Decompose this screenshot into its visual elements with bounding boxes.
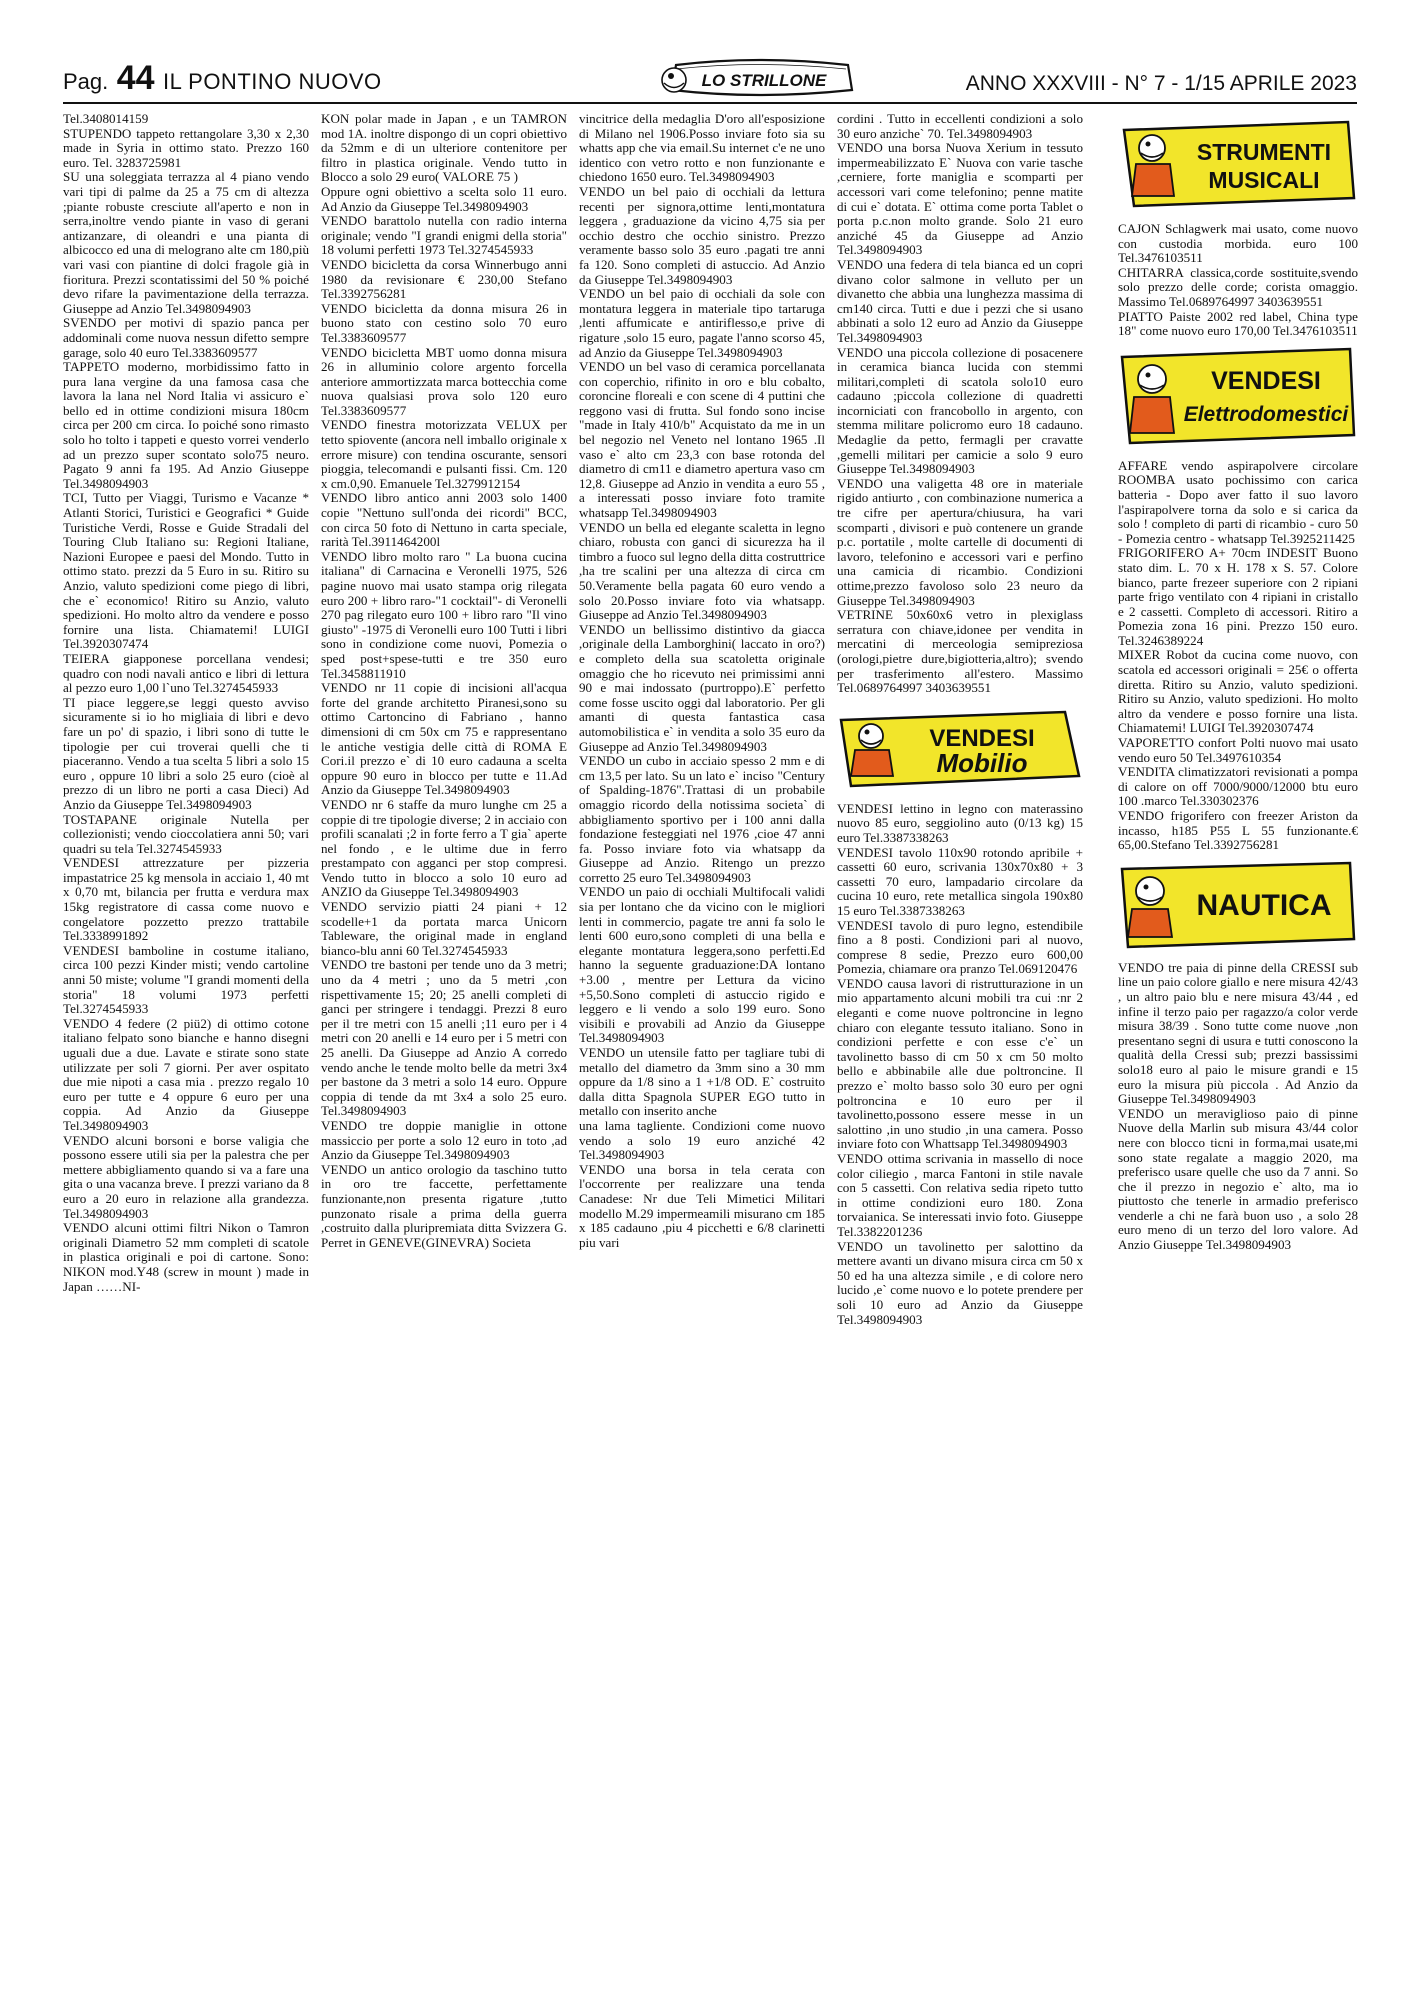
ad-text: VENDO un bellissimo distintivo da giacca ,originale della Lamborghini( laccato in oro?) e completo della sua scatoletta originale omaggio che ho ricevuto nei primissimi anni 90 e mai indossato (purtroppo).E` perfetto come fosse uscito oggi dal laboratorio. Per gli amanti di questa fantastica casa automobilistica e` in vendita a solo 35 euro da Giuseppe ad Anzio Tel.3498094903 <box>579 621 825 754</box>
ad-text: SU una soleggiata terrazza al 4 piano vendo vari tipi di palme da 25 a 75 cm di altezza ;piante robuste cresciute all'aperto e non in serra,inoltre vendo piante in vaso di gerani antizanzare, di oleandri e una pianta di albicocco ed una di melograno alte cm 180,più vari vasi con piantine di dolci fragole già in fioritura. Prezzi scontatissimi del 50 % poiché devo rifare la pavimentazione della terrazza. Giuseppe ad Anzio Tel.3498094903 <box>63 169 309 316</box>
ad-text: VENDO un utensile fatto per tagliare tubi di metallo del diametro da 3mm sino a 30 mm oppure da 1/8 sino a 1 +1/8 OD. E` costruito dalla ditta Spagnola SUPER EGO tutto in metallo con inserito anche <box>579 1045 825 1119</box>
mobilio-title-line2: Mobilio <box>936 747 1028 778</box>
ad-text: VENDESI attrezzature per pizzeria impastatrice 25 kg mensola in acciaio 1, 40 mt x 0,70 mt, bilancia per frutta e verdura max 15kg registratore di cassa come nuovo e congelatore pozzetto prezzo trattabile Tel.3338991892 <box>63 855 309 944</box>
strumenti-title-line1: STRUMENTI <box>1196 139 1332 165</box>
column-1 <box>63 112 309 1987</box>
ad-text: TEIERA giapponese porcellana vendesi; quadro con nodi navali antico e libri di lettura al pezzo euro 1,00 l`uno Tel.3274545933 <box>63 650 309 696</box>
ad-text: VENDO bicicletta da corsa Winnerbugo anni 1980 da revisionare € 230,00 Stefano Tel.3392756281 <box>321 256 567 302</box>
vendesi-elettrodomestici-banner <box>1118 345 1358 449</box>
ad-text: VENDO barattolo nutella con radio interna originale; vendo "I grandi enigmi della storia" 18 volumi perfetti 1973 Tel.3274545933 <box>321 213 567 258</box>
ad-text: VENDO servizio piatti 24 piani + 12 scodelle+1 da portata marca Unicorn Tableware, the original made in england bianco-blu anni 60 Tel.3274545933 <box>321 899 567 958</box>
elettro-title-line1: VENDESI <box>1211 366 1321 395</box>
ad-text: VENDITA climatizzatori revisionati a pompa di calore on off 7000/9000/12000 btu euro 100 .marco Tel.330302376 <box>1118 764 1358 809</box>
column-5 <box>1118 112 1358 1987</box>
mobilio-title-line1: VENDESI <box>929 724 1035 752</box>
ad-text: MIXER Robot da cucina come nuovo, con scatola ed accessori originali = 25€ o offerta diretta. Ritiro su Anzio, valuto spedizioni. Ritiro su Anzio, valuto spedizioni. Ho molto altro da vendere e posso fornire una lista. Chiamatemi! LUIGI Tel.3920307474 <box>1118 647 1358 736</box>
column-4 <box>837 112 1083 1987</box>
ad-text: VENDO una borsa Nuova Xerium in tessuto impermeabilizzato E` Nuova con varie tasche ,cerniere, forte maniglia e scomparti per accessori vari come telefonino; penne matite di cui e` dotata. E` ottima come porta Tablet o porta p.c.non molto grande. Solo 21 euro anziché 45 da Giuseppe ad Anzio Tel.3498094903 <box>837 140 1083 258</box>
ad-text: CHITARRA classica,corde sostituite,svendo solo prezzo delle corde; corista omaggio. Massimo Tel.0689764997 3403639551 <box>1118 264 1358 309</box>
page-number: 44 <box>116 59 155 97</box>
ad-text: VENDO una borsa in tela cerata con l'occorrente per realizzare una tenda Canadese: Nr due Teli Mimetici Militari modello M.29 impermeamili misurano cm 185 x 185 cadauno ,piu 4 picchetti e 6/8 clarinetti piu vari <box>579 1161 825 1250</box>
column-3 <box>579 112 825 1987</box>
ad-text: VAPORETTO confort Polti nuovo mai usato vendo euro 50 Tel.3497610354 <box>1118 735 1358 765</box>
ad-text: STUPENDO tappeto rettangolare 3,30 x 2,30 made in Syria in ottimo stato. Prezzo 160 euro. Tel. 3283725981 <box>63 125 309 170</box>
ad-text: VENDO una piccola collezione di posacenere in ceramica bianca lucida con stemmi militari,completi di scatola solo10 euro cadauno ;piccola collezione di quadretti incorniciati con francobollo in argento, con stemma militare policromo euro 18 cadauno. Medaglie da petto, fermagli per cravatte ,gemelli militari per camicie a solo 9 euro Giuseppe Tel.3498094903 <box>837 344 1083 477</box>
ad-text: VENDO nr 11 copie di incisioni all'acqua forte del grande architetto Piranesi,sono su ottimo Cartoncino di Fabriano , hanno dimensioni di cm 50x cm 75 e rappresentano le antiche vestigia delle città di ROMA E Cori.il prezzo e` di 10 euro cadauna a scelta oppure 90 euro in blocco per tutte e 11.Ad Anzio da Giuseppe Tel.3498094903 <box>321 680 567 798</box>
ad-text: TI piace leggere,se leggi questo avviso sicuramente si io ho migliaia di libri e devo fare un po' di spazio, i libri sono di tutte le tipologie per cui troverai quelli che ti piaceranno. Vendo a tua scelta 5 libri a solo 15 euro , oppure 10 libri a solo 25 euro (cioè al prezzo di un libro ne porti a casa Dieci) Ad Anzio da Giuseppe Tel.3498094903 <box>63 694 309 812</box>
ad-text: VENDO un bel paio di occhiali da sole con montatura leggera in materiale tipo tartaruga ,lenti affumicate e antiriflesso,e prive di rigature ,solo 15 euro, pagate l'anno scorso 45, ad Anzio da Giuseppe Tel.3498094903 <box>579 286 825 360</box>
ad-text: VENDO bicicletta MBT uomo donna misura 26 in alluminio colore argento forcella anteriore ammortizzata marca bottecchia come nuova qualsiasi prova solo 120 euro Tel.3383609577 <box>321 344 567 418</box>
ad-text: vincitrice della medaglia D'oro all'esposizione di Milano nel 1906.Posso inviare foto sia su whatts app che via email.Su internet c'e ne uno identico con vetro rotto e non funzionante e chiedono 1650 euro. Tel.3498094903 <box>579 112 825 185</box>
strumenti-title-line2: MUSICALI <box>1208 167 1320 193</box>
ad-text: TCI, Tutto per Viaggi, Turismo e Vacanze * Atlanti Storici, Turistici e Geografici * Guide Turistiche Verdi, Rosse e Guide Stradali del Touring Club Italiano su: Regioni Italiane, Nazioni Europee e paesi del Mondo. Tutto in ottimo stato. prezzi da 5 Euro in su. Ritiro su Anzio, valuto spedizioni come piego di libri, che e` economico! Ritiro su Anzio, valuto spedizioni. Ho molto altro da vendere e posso fornire una lista. Chiamatemi! LUIGI Tel.3920307474 <box>63 490 309 652</box>
ad-text: VENDO un antico orologio da taschino tutto in oro tre faccette, perfettamente funzionante,non presenta rigature ,tutto punzonato risale a prima della guerra ,costruito dalla pluripremiata ditta Svizzera G. Perret in GENEVE(GINEVRA) Societa <box>321 1161 567 1250</box>
ad-text: VENDO libro antico anni 2003 solo 1400 copie "Nettuno sull'onda dei ricordi" BCC, con circa 50 foto di Nettuno in carta speciale, rarità Tel.3911464200l <box>321 490 567 550</box>
ad-text: VENDO frigorifero con freezer Ariston da incasso, h185 P55 L 55 funzionante.€ 65,00.Stefano Tel.3392756281 <box>1118 808 1358 853</box>
ad-text: Oppure ogni obiettivo a scelta solo 11 euro. Ad Anzio da Giuseppe Tel.3498094903 <box>321 183 567 214</box>
ad-text: VENDO un bella ed elegante scaletta in legno chiaro, robusta con ganci di sicurezza ha il timbro a fuoco sul legno della ditta costruttrice ,ha tre scalini per una altezza di circa cm 50.Veramente bella pagata 60 euro vendo a solo 20.Posso inviare foto via whatsapp. Giuseppe ad Anzio Tel.3498094903 <box>579 519 825 623</box>
ad-text: VENDO 4 federe (2 piü2) di ottimo cotone italiano felpato sono bianche e hanno disegni uguali due a due. Lavate e stirate sono state utilizzate per soli 7 giorni. Per aver ospitato due mie nipoti a casa mia . prezzo regalo 10 euro per tutte e 4 oppure 6 euro per una coppia. Ad Anzio da Giuseppe Tel.3498094903 <box>63 1015 309 1133</box>
column-2 <box>321 112 567 1987</box>
ad-text: una lama tagliente. Condizioni come nuovo vendo a solo 19 euro anziché 42 Tel.3498094903 <box>579 1117 825 1163</box>
ad-text: VENDO tre bastoni per tende uno da 3 metri; uno da 4 metri ; uno da 5 metri ,con rispettivamente 15; 20; 25 anelli completi di ganci per stringere i tendaggi. Prezzi 8 euro per il tre metri con 15 anelli ;11 euro per i 4 metri con 20 anelli e 14 euro per i 5 metri con 25 anelli. Da Giuseppe ad Anzio A corredo vendo anche le tende molto belle da metri 3x4 per bastone da 3 metri a solo 14 euro. Oppure coppia di tende da mt 3x4 a solo 25 euro. Tel.3498094903 <box>321 957 567 1119</box>
page-header <box>63 58 1357 104</box>
ad-text: VENDO libro molto raro " La buona cucina italiana" di Carnacina e Veronelli 1975, 526 pagine nuovo mai usato stampa orig rilegata euro 200 + libro raro-"1 cocktail"- di Veronelli 270 pag rilegato euro 100 + libro raro "Il vino giusto" -1975 di Veronelli euro 100 Tutti i libri sono in condizione come nuovi, Pomezia o sped post+spese-tutti e tre 350 euro Tel.3458811910 <box>321 548 567 681</box>
issue-info: ANNO XXXVIII - N° 7 - 1/15 APRILE 2023 <box>965 72 1357 95</box>
elettro-title-line2: Elettrodomestici <box>1183 402 1349 426</box>
newspaper-title: IL PONTINO NUOVO <box>163 69 382 94</box>
nautica-title: NAUTICA <box>1196 888 1332 922</box>
ad-text: VENDO una valigetta 48 ore in materiale rigido antiurto , con combinazione numerica a tre cifre per apertura/chiusura, ha vari scomparti , divisori e può contenere un grande p.c. portatile , molte cartelle di documenti di lavoro, telefonino e accessori vari e perfino una camicia di ricambio. Condizioni ottime,prezzo favoloso solo 23 neuro da Giuseppe Tel.3498094903 <box>837 475 1083 608</box>
ad-text: VENDO tre paia di pinne della CRESSI sub line un paio colore giallo e nere misura 42/43 , un altro paio blu e nere misura 43/44 , ed infine il terzo paio per ragazzo/a color verde misura 38/39 . Sono tutte come nuove ,non presentano segni di usura e tutti conoscono la qualità della Cressi sub; prezzi bassissimi solo18 euro al paio le misure grandi e 15 euro la misura più piccola . Ad Anzio da Giuseppe Tel.3498094903 <box>1118 959 1358 1107</box>
ad-text: Tel.3408014159 <box>63 112 149 126</box>
vendesi-mobilio-banner <box>837 710 1083 790</box>
ad-text: VETRINE 50x60x6 vetro in plexiglass serratura con chiave,idonee per vendita in mercatini di merceologia semipreziosa (orologi,pietre dure,bigiotteria,altro); svendo per trasferimento all'estero. Massimo Tel.0689764997 3403639551 <box>837 607 1083 696</box>
ad-text: VENDESI bamboline in costume italiano, circa 100 pezzi Kinder misti; vendo cartoline anni 50 miste; volume "I grandi momenti della storia" 18 volumi 1973 perfetti Tel.3274545933 <box>63 942 309 1017</box>
ad-text: KON polar made in Japan , e un TAMRON mod 1A. inoltre dispongo di un copri obiettivo da 52mm e di un ulteriore contenitore per filtro in plastica originale. Vendo tutto in Blocco a solo 29 euro( VALORE 75 ) <box>321 112 567 185</box>
ad-text: VENDO alcuni borsoni e borse valigia che possono essere utili sia per la palestra che per mettere abbigliamento quando si va a fare una gita o una vacanza breve. I prezzi variano da 8 euro a 20 euro in relazione alla grandezza. Tel.3498094903 <box>63 1132 309 1221</box>
ad-text: VENDO un cubo in acciaio spesso 2 mm e di cm 13,5 per lato. Su un lato e` inciso "Century of Spalding-1876".Trattasi di un probabile omaggio ricordo della notissima societa` di abbigliamento sportivo per i 100 anni dalla fondazione festeggiati nel 1976 ,cioe 47 anni fa. Posso inviare foto via whatsapp da Giuseppe ad Anzio. Ritengo un prezzo corretto 25 euro Tel.3498094903 <box>579 753 825 885</box>
ad-text: TOSTAPANE originale Nutella per collezionisti; vendo cioccolatiera anni 50; vari quadri su tela Tel.3274545933 <box>63 811 309 856</box>
ad-text: VENDESI tavolo di puro legno, estendibile fino a 8 posti. Condizioni pari al nuovo, comprese 8 sedie, Prezzo euro 600,00 Pomezia, chiamare ora pranzo Tel.069120476 <box>837 917 1083 977</box>
ad-text: VENDO bicicletta da donna misura 26 in buono stato con cestino solo 70 euro Tel.3383609577 <box>321 300 567 345</box>
ad-text: VENDO ottima scrivania in massello di noce color ciliegio , marca Fantoni in stile navale con 5 cassetti. Con relativa sedia ripeto tutto in ottime condizioni euro 180. Zona torvaianica. Se interessati invio foto. Giuseppe Tel.3382201236 <box>837 1151 1083 1239</box>
ad-text: cordini . Tutto in eccellenti condizioni a solo 30 euro anziche` 70. Tel.3498094903 <box>837 112 1083 141</box>
ad-text: VENDO un tavolinetto per salottino da mettere avanti un divano misura circa cm 50 x 50 ed ha una altezza simile , e di colore nero lucido ,e` come nuovo e lo potete prendere per soli 10 euro ad Anzio da Giuseppe Tel.3498094903 <box>837 1238 1083 1327</box>
ad-text: VENDO alcuni ottimi filtri Nikon o Tamron originali Diametro 52 mm completi di scatole in plastica originali e poi di cartone. Sono: NIKON mod.Y48 (screw in mount ) made in Japan ……NI- <box>63 1220 309 1294</box>
ad-text: FRIGORIFERO A+ 70cm INDESIT Buono stato dim. L. 70 x H. 178 x S. 57. Colore bianco, parte frezeer superiore con 2 ripiani parte frigo ventilato con 4 ripiani in cristallo e 2 cassetti. Completo di accessori. Ritiro a Pomezia zona 16 pini. Prezzo 150 euro. Tel.3246389224 <box>1118 545 1358 648</box>
ad-text: CAJON Schlagwerk mai usato, come nuovo con custodia morbida. euro 100 Tel.3476103511 <box>1118 221 1358 266</box>
ad-text: VENDESI lettino in legno con materassino nuovo 85 euro, seggiolino auto (0/13 kg) 15 euro Tel.3387338263 <box>837 800 1083 845</box>
ad-text: VENDO finestra motorizzata VELUX per tetto spiovente (ancora nell imballo originale x errore misure) con tendina oscurante, sensori pioggia, telecomandi e pulsanti fissi. Cm. 120 x cm.0,90. Emanuele Tel.3279912154 <box>321 417 567 491</box>
page-info <box>63 59 382 98</box>
ad-text: TAPPETO moderno, morbidissimo fatto in pura lana vergine da una famosa casa che lavora la lana nel Nord Italia vi assicuro e` bello ed in ottime condizioni misura 180cm circa per 200 cm circa. Io poiché sono rimasto solo ho tolto i tappeti e questo vorrei venderlo ad un prezzo super scontato solo75 neuro. Pagato 9 anni fa 195. Ad Anzio Giuseppe Tel.3498094903 <box>63 359 309 491</box>
logo-text: LO STRILLONE <box>701 71 827 90</box>
strumenti-musicali-banner <box>1118 118 1358 212</box>
ad-text: VENDO tre doppie maniglie in ottone massiccio per porte a solo 12 euro in toto ,ad Anzio da Giuseppe Tel.3498094903 <box>321 1117 567 1163</box>
ad-text: VENDO un bel vaso di ceramica porcellanata con coperchio, rifinito in oro e blu cobalto, coroncine floreali e con scene di 4 puttini che reggono vasi di frutta. Sul fondo sono incise "made in Italy 410/b" Acquistato da me in un bel negozio nel Veneto nel lontano 1965 .Il vaso e` alto cm 23,3 con base rotonda del diametro di cm11 e diametro apertura vaso cm 12,8. Giuseppe ad Anzio in vendita a euro 55 , a interessati posso inviare foto tramite whatsapp Tel.3498094903 <box>579 359 825 521</box>
ad-text: VENDO causa lavori di ristrutturazione in un mio appartamento alcuni mobili tra cui :nr 2 eleganti e come nuove poltroncine in legno chiaro con elegante tessuto italiano. Sono in condizioni perfette e con esse c'e` un tavolinetto basso di cm 50 x cm 50 molto bello e abbinabile alle due poltroncine. Il prezzo e` molto basso solo 30 euro per ogni poltroncina e 10 euro per il tavolinetto,possono essere messe in un salottino ,in uno studio ,in una camera. Posso inviare foto con Whattsapp Tel.3498094903 <box>837 975 1083 1152</box>
ad-text: VENDO un bel paio di occhiali da lettura recenti per signora,ottime lenti,montatura leggera , graduazione da vicino 4,75 sia per occhio destro che occhio sinistro. Prezzo veramente basso solo 35 euro .pagati tre anni fa 120. Sono completi di astuccio. Ad Anzio da Giuseppe Tel.3498094903 <box>579 183 825 287</box>
ad-text: VENDO una federa di tela bianca ed un copri divano color salmone in velluto per un divanetto che abbia una lunghezza massima di cm140 circa. Tutti e due i pezzi che si usano abbinati a solo 12 euro ad Anzio da Giuseppe Tel.3498094903 <box>837 256 1083 345</box>
nautica-banner <box>1118 859 1358 951</box>
ad-text: VENDESI tavolo 110x90 rotondo apribile + cassetti 60 euro, scrivania 130x70x80 + 3 cassetti 70 euro, lampadario circolare da cucina 10 euro, rete metallica singola 190x80 15 euro Tel.3387338263 <box>837 844 1083 918</box>
ad-text: VENDO un meraviglioso paio di pinne Nuove della Marlin sub misura 43/44 color nere con blocco ticni in forma,mai usate,mi sono state regalate a maggio 2020, ma preferisco usare quelle che uso da 7 anni. So che il prezzo in negozio e` alto, ma io piuttosto che tenerle in armadio preferisco venderle a chi ne farà buon uso , a solo 28 euro meno di un terzo del loro valore. Ad Anzio Giuseppe Tel.3498094903 <box>1118 1105 1358 1253</box>
ad-text: SVENDO per motivi di spazio panca per addominali come nuova nessun difetto sempre garage, solo 40 euro Tel.3383609577 <box>63 315 309 360</box>
page-label: Pag. <box>63 69 109 94</box>
ad-text: PIATTO Paiste 2002 red label, China type 18" come nuovo euro 170,00 Tel.3476103511 <box>1118 308 1358 339</box>
ad-text: AFFARE vendo aspirapolvere circolare ROOMBA usato pochissimo con carica batteria - Dopo aver fatto il suo lavoro l'aspirapolvere torna da solo e si carica da solo ! completo di parti di ricambio - curo 50 - Pomezia centro - whatsapp Tel.3925211425 <box>1118 457 1358 546</box>
ad-text: VENDO un paio di occhiali Multifocali validi sia per lontano che da vicino con le migliori lenti in commercio, pagate tre anni fa solo le lenti 600 euro,sono completi di una bella e elegante montatura leggera,sono perfetti.Ed hanno la seguente graduazione:DA lontano +3.00 , mentre per Lettura da vicino +5,50.Sono completi di astuccio rigido e leggero e li vendo a solo 199 euro. Sono visibili e provabili ad Anzio da Giuseppe Tel.3498094903 <box>579 884 825 1046</box>
lo-strillone-logo <box>658 56 863 100</box>
ad-text: VENDO nr 6 staffe da muro lunghe cm 25 a coppie di tre tipologie diverse; 2 in acciaio con profili scanalati ;2 in forte ferro a T gia` aperte nel fondo , e le ultime due in ferro prestampato con agganci per stop compresi. Vendo tutto in blocco a solo 10 euro ad ANZIO da Giuseppe Tel.3498094903 <box>321 796 567 900</box>
